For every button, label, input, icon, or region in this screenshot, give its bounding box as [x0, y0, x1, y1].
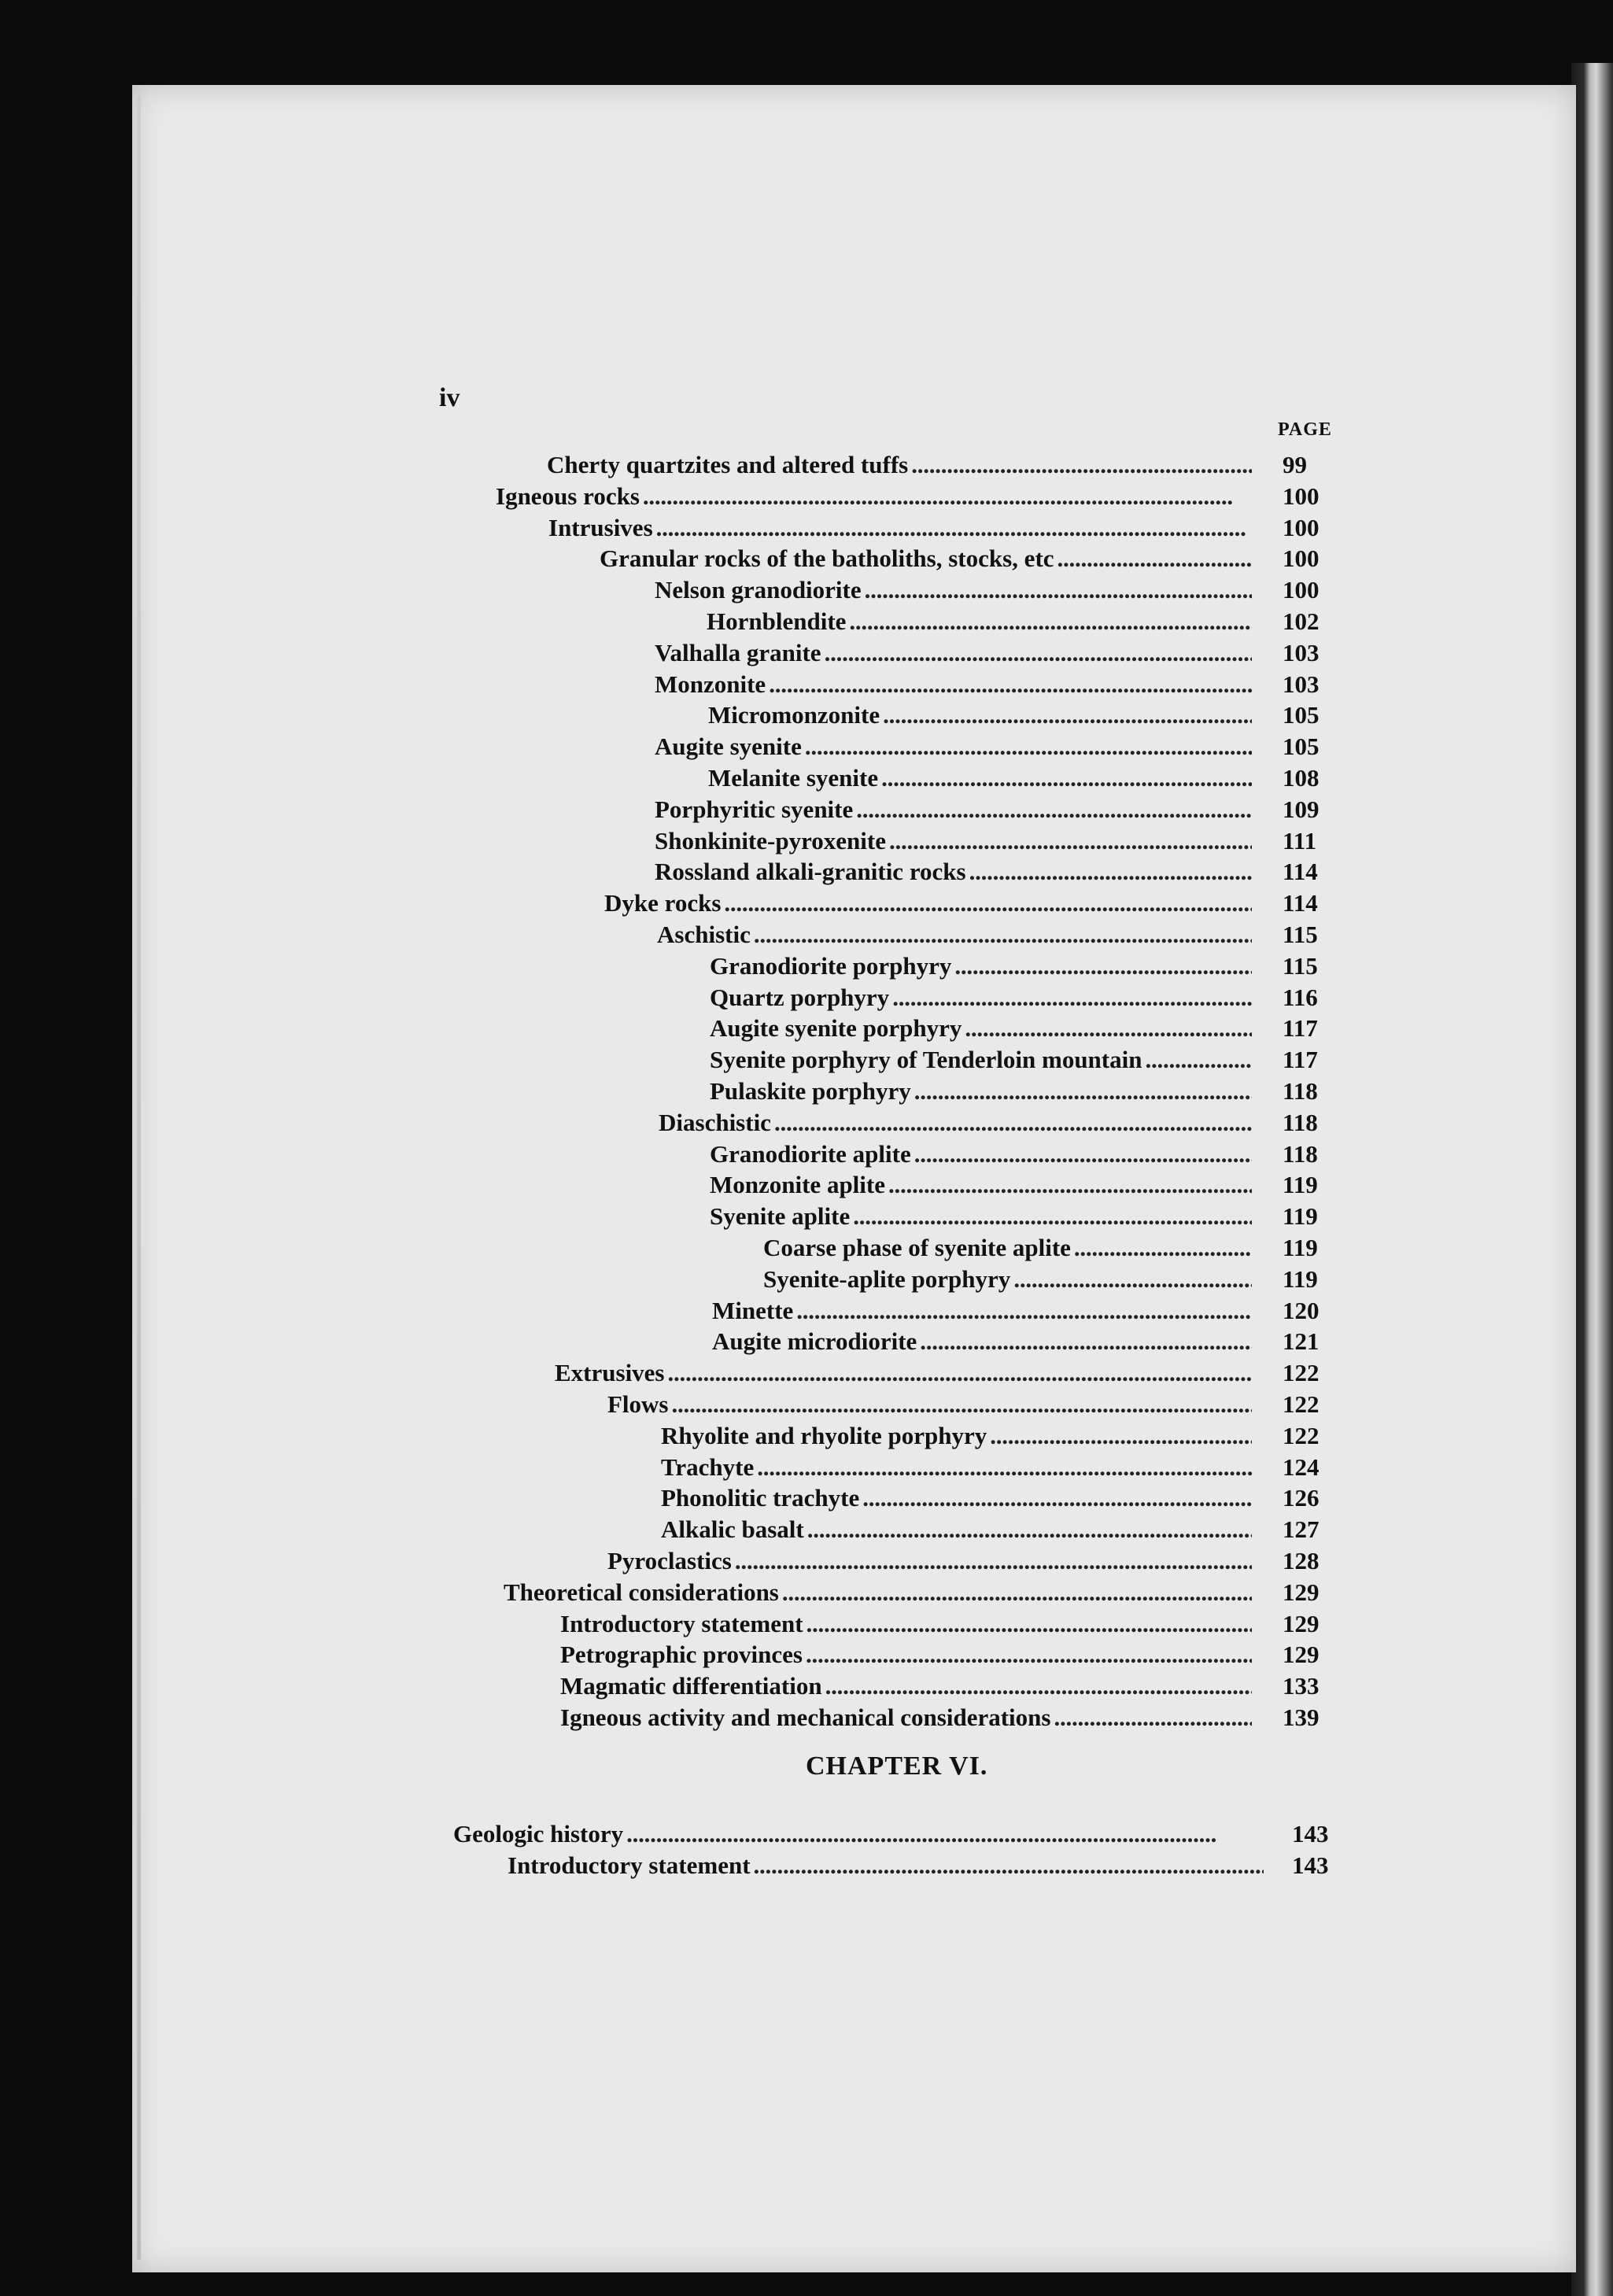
dot-leader [806, 1641, 1252, 1669]
dot-leader [825, 1672, 1252, 1700]
dot-leader [911, 451, 1252, 479]
toc-entry [708, 764, 1257, 795]
dot-leader [782, 1578, 1252, 1607]
toc-entry-page-number: 118 [1283, 1109, 1318, 1136]
toc-entry-title: Alkalic basalt [661, 1515, 804, 1543]
dot-leader [889, 827, 1252, 855]
dot-leader [1054, 1704, 1252, 1732]
toc-entry [661, 1484, 1257, 1515]
toc-entry-title: Micromonzonite [708, 701, 880, 729]
toc-entry-title: Syenite aplite [710, 1202, 851, 1230]
toc-entry [655, 827, 1257, 858]
toc-entry-page-number: 100 [1283, 544, 1320, 572]
toc-entry-page-number: 119 [1283, 1202, 1318, 1230]
toc-entry [710, 952, 1257, 984]
dot-leader [672, 1390, 1253, 1419]
toc-entry [708, 701, 1257, 733]
toc-entry-title: Augite syenite [655, 733, 802, 760]
toc-entry-page-number: 122 [1283, 1359, 1320, 1386]
toc-entry-title: Magmatic differentiation [560, 1672, 822, 1700]
dot-leader [796, 1297, 1252, 1325]
dot-leader [914, 1140, 1252, 1168]
toc-entry-page-number: 115 [1283, 921, 1318, 948]
toc-entry-page-number: 111 [1283, 827, 1317, 855]
toc-entry-page-number: 100 [1283, 482, 1320, 510]
toc-entry [710, 1046, 1257, 1077]
toc-entry-title: Monzonite [655, 670, 766, 698]
dot-leader [626, 1820, 1264, 1848]
dot-leader [881, 764, 1252, 792]
toc-entry [712, 1297, 1257, 1328]
toc-entry-title: Introductory statement [560, 1610, 803, 1637]
dot-leader [849, 607, 1252, 636]
toc-entry [710, 1077, 1257, 1109]
dot-leader [883, 701, 1252, 729]
chapter-heading: CHAPTER VI. [806, 1752, 988, 1781]
toc-entry [508, 1851, 1268, 1883]
toc-entry [453, 1820, 1268, 1851]
dot-leader [865, 576, 1252, 604]
toc-entry-page-number: 103 [1283, 670, 1320, 698]
toc-entry [655, 639, 1257, 670]
dot-leader [920, 1327, 1252, 1356]
dot-leader [757, 1453, 1252, 1482]
toc-entry [657, 921, 1257, 952]
dot-leader [769, 670, 1252, 699]
toc-entry [655, 733, 1257, 764]
toc-entry [560, 1704, 1257, 1735]
toc-entry-title: Coarse phase of syenite aplite [763, 1234, 1071, 1261]
toc-entry-page-number: 122 [1283, 1390, 1320, 1418]
dot-leader [969, 858, 1252, 886]
toc-entry-title: Rhyolite and rhyolite porphyry [661, 1422, 987, 1449]
toc-entry-title: Melanite syenite [708, 764, 879, 792]
toc-entry-title: Phonolitic trachyte [661, 1484, 860, 1512]
toc-entry [712, 1327, 1257, 1359]
toc-entry [607, 1547, 1257, 1578]
toc-entry [560, 1641, 1257, 1672]
toc-entry-title: Aschistic [657, 921, 751, 948]
toc-entry-title: Nelson granodiorite [655, 576, 862, 604]
toc-entry [710, 1140, 1257, 1172]
toc-entry-page-number: 143 [1292, 1820, 1329, 1848]
toc-entry-page-number: 114 [1283, 889, 1318, 917]
toc-entry-page-number: 126 [1283, 1484, 1320, 1512]
dot-leader [1074, 1234, 1252, 1262]
toc-entry [710, 1202, 1257, 1234]
toc-entry-page-number: 117 [1283, 1014, 1318, 1042]
toc-entry-title: Flows [607, 1390, 669, 1418]
dot-leader [856, 795, 1252, 824]
toc-entry [560, 1610, 1257, 1641]
toc-entry [659, 1109, 1257, 1140]
toc-entry-title: Cherty quartzites and altered tuffs [547, 451, 909, 478]
toc-entry [560, 1672, 1257, 1704]
toc-entry-title: Syenite-aplite porphyry [763, 1265, 1011, 1293]
toc-entry-title: Valhalla granite [655, 639, 821, 666]
dot-leader [643, 482, 1252, 511]
toc-entry-page-number: 118 [1283, 1140, 1318, 1168]
toc-entry-title: Syenite porphyry of Tenderloin mountain [710, 1046, 1142, 1073]
toc-entry [661, 1515, 1257, 1547]
toc-entry-page-number: 121 [1283, 1327, 1320, 1355]
toc-entry-page-number: 117 [1283, 1046, 1318, 1073]
dot-leader [774, 1109, 1252, 1137]
toc-entry-page-number: 124 [1283, 1453, 1320, 1481]
dot-leader [825, 639, 1252, 667]
toc-entry-page-number: 133 [1283, 1672, 1320, 1700]
dot-leader [892, 984, 1252, 1012]
toc-entry [661, 1453, 1257, 1485]
toc-entry-page-number: 105 [1283, 733, 1320, 760]
dot-leader [807, 1515, 1252, 1544]
toc-entry-title: Extrusives [555, 1359, 665, 1386]
toc-entry-title: Petrographic provinces [560, 1641, 803, 1668]
toc-entry-title: Monzonite aplite [710, 1171, 885, 1198]
toc-entry [547, 451, 1257, 482]
toc-entry-page-number: 119 [1283, 1171, 1318, 1198]
toc-entry [548, 514, 1257, 545]
dot-leader [806, 1610, 1252, 1638]
toc-entry-title: Porphyritic syenite [655, 795, 854, 823]
toc-entry-title: Pulaskite porphyry [710, 1077, 911, 1105]
toc-entry-page-number: 105 [1283, 701, 1320, 729]
toc-entry [763, 1234, 1257, 1265]
toc-entry-title: Geologic history [453, 1820, 624, 1848]
dot-leader [862, 1484, 1252, 1512]
toc-entry-title: Pyroclastics [607, 1547, 732, 1574]
dot-leader [724, 889, 1252, 917]
toc-entry-title: Augite syenite porphyry [710, 1014, 962, 1042]
toc-entry-title: Hornblendite [707, 607, 847, 635]
toc-entry-title: Granular rocks of the batholiths, stocks, etc [600, 544, 1054, 572]
toc-entry-title: Theoretical considerations [504, 1578, 779, 1606]
toc-entry-page-number: 119 [1283, 1234, 1318, 1261]
toc-entry-title: Shonkinite-pyroxenite [655, 827, 886, 855]
dot-leader [853, 1202, 1252, 1231]
toc-entry-page-number: 129 [1283, 1610, 1320, 1637]
toc-entry-title: Introductory statement [508, 1851, 751, 1879]
toc-entry-title: Quartz porphyry [710, 984, 890, 1011]
toc-entry-page-number: 143 [1292, 1851, 1329, 1879]
toc-entry-page-number: 118 [1283, 1077, 1318, 1105]
toc-entry-page-number: 99 [1283, 451, 1307, 478]
toc-entry [763, 1265, 1257, 1297]
toc-entry [655, 670, 1257, 702]
toc-entry-page-number: 129 [1283, 1641, 1320, 1668]
dot-leader [914, 1077, 1252, 1106]
toc-entry-title: Intrusives [548, 514, 653, 541]
dot-leader [754, 1851, 1264, 1880]
toc-entry-page-number: 115 [1283, 952, 1318, 980]
toc-entry [710, 1014, 1257, 1046]
toc-entry [710, 1171, 1257, 1202]
toc-entry [655, 576, 1257, 607]
toc-entry-page-number: 100 [1283, 514, 1320, 541]
toc-entry-page-number: 102 [1283, 607, 1320, 635]
dot-leader [805, 733, 1252, 761]
toc-entry-page-number: 103 [1283, 639, 1320, 666]
dot-leader [954, 952, 1252, 980]
dot-leader [668, 1359, 1253, 1387]
toc-entry-page-number: 100 [1283, 576, 1320, 604]
toc-entry-page-number: 116 [1283, 984, 1318, 1011]
toc-entry-title: Augite microdiorite [712, 1327, 917, 1355]
toc-entry-page-number: 127 [1283, 1515, 1320, 1543]
toc-entry-page-number: 139 [1283, 1704, 1320, 1731]
toc-entry [496, 482, 1257, 514]
toc-entry-page-number: 114 [1283, 858, 1318, 885]
toc-entry-title: Rossland alkali-granitic rocks [655, 858, 966, 885]
toc-entry [655, 795, 1257, 827]
toc-entry-page-number: 109 [1283, 795, 1320, 823]
page-column-header: PAGE [1278, 419, 1332, 440]
toc-entry-page-number: 119 [1283, 1265, 1318, 1293]
toc-entry-page-number: 129 [1283, 1578, 1320, 1606]
dot-leader [656, 514, 1252, 542]
toc-entry-page-number: 108 [1283, 764, 1320, 792]
toc-entry-page-number: 128 [1283, 1547, 1320, 1574]
toc-entry-title: Trachyte [661, 1453, 755, 1481]
page-folio: iv [439, 383, 460, 412]
dot-leader [965, 1014, 1252, 1043]
toc-entry-title: Minette [712, 1297, 794, 1324]
toc-entry [504, 1578, 1257, 1610]
toc-entry [600, 544, 1257, 576]
toc-entry-title: Granodiorite porphyry [710, 952, 952, 980]
toc-entry [604, 889, 1257, 921]
toc-entry [607, 1390, 1257, 1422]
dot-leader [1145, 1046, 1252, 1074]
toc-entry-title: Dyke rocks [604, 889, 722, 917]
adjacent-page-edge [1571, 63, 1613, 2296]
toc-entry [555, 1359, 1257, 1390]
toc-entry [710, 984, 1257, 1015]
toc-entry [661, 1422, 1257, 1453]
toc-entry [655, 858, 1257, 889]
toc-entry-page-number: 120 [1283, 1297, 1320, 1324]
toc-entry-title: Igneous activity and mechanical considerations [560, 1704, 1051, 1731]
dot-leader [990, 1422, 1252, 1450]
dot-leader [754, 921, 1252, 949]
dot-leader [888, 1171, 1252, 1199]
toc-entry-title: Granodiorite aplite [710, 1140, 911, 1168]
toc-entry-page-number: 122 [1283, 1422, 1320, 1449]
dot-leader [1057, 544, 1252, 573]
toc-entry-title: Igneous rocks [496, 482, 640, 510]
dot-leader [735, 1547, 1252, 1575]
dot-leader [1013, 1265, 1252, 1294]
toc-entry-title: Diaschistic [659, 1109, 771, 1136]
toc-entry [707, 607, 1257, 639]
